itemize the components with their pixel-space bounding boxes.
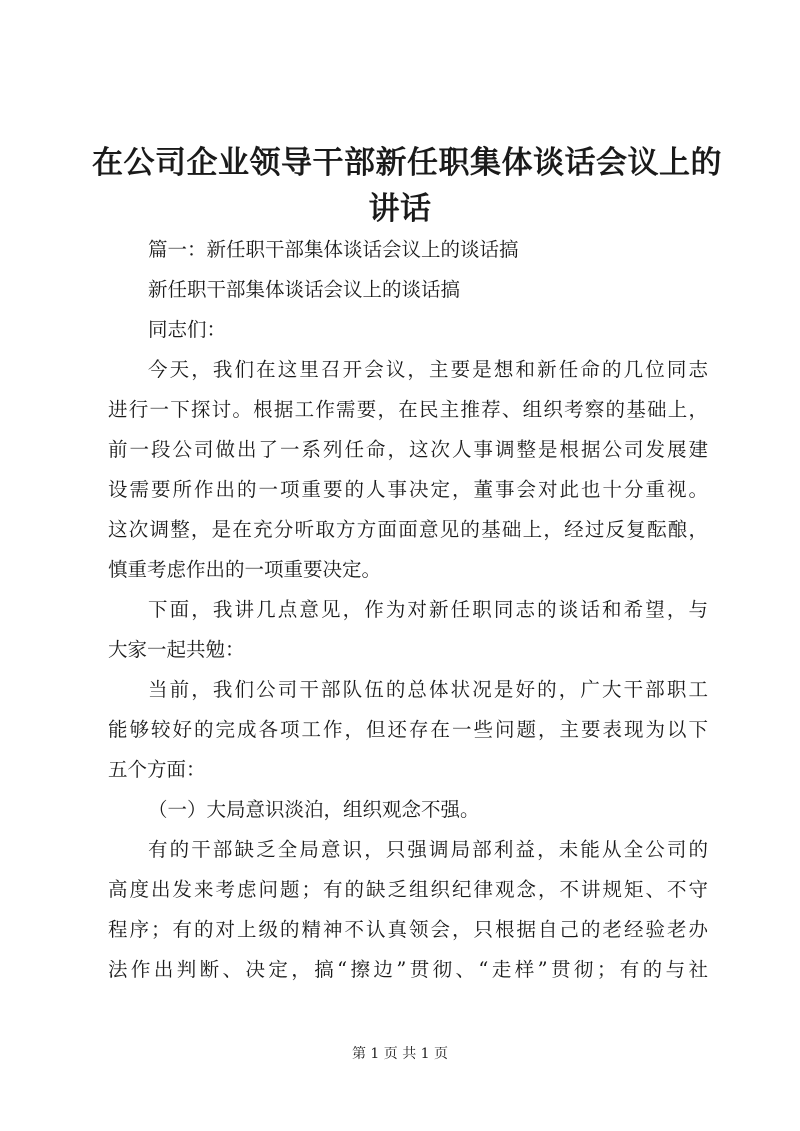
body-line: 设需要所作出的一项重要的人事决定，董事会对此也十分重视。 bbox=[108, 478, 708, 501]
body-line: 进行一下探讨。根据工作需要，在民主推荐、组织考察的基础上， bbox=[108, 398, 708, 421]
page-footer: 第 1 页 共 1 页 bbox=[351, 1046, 449, 1062]
body-line: 程序；有的对上级的精神不认真领会，只根据自己的老经验老办 bbox=[108, 918, 708, 941]
title-line-1: 在公司企业领导干部新任职集体谈话会议上的 bbox=[92, 145, 722, 181]
body-line: 这次调整，是在充分听取方方面面意见的基础上，经过反复酝酿， bbox=[108, 518, 708, 541]
body-line: 今天，我们在这里召开会议，主要是想和新任命的几位同志 bbox=[148, 358, 708, 381]
body-line: 当前，我们公司干部队伍的总体状况是好的，广大干部职工 bbox=[148, 678, 708, 701]
body-line: 新任职干部集体谈话会议上的谈话搞 bbox=[148, 278, 461, 301]
document-body bbox=[108, 230, 708, 990]
body-line: 篇一：新任职干部集体谈话会议上的谈话搞 bbox=[148, 238, 519, 261]
body-line: 五个方面： bbox=[108, 758, 206, 781]
title-line-2: 讲话 bbox=[368, 191, 432, 227]
body-line: 前一段公司做出了一系列任命，这次人事调整是根据公司发展建 bbox=[108, 438, 708, 461]
body-line: 大家一起共勉： bbox=[108, 638, 245, 661]
body-line: 高度出发来考虑问题；有的缺乏组织纪律观念，不讲规矩、不守 bbox=[108, 878, 708, 901]
body-line: 法作出判断、决定，搞“擦边”贯彻、“走样”贯彻；有的与社 bbox=[108, 958, 708, 981]
body-line: （一）大局意识淡泊，组织观念不强。 bbox=[148, 798, 480, 821]
body-line: 同志们： bbox=[148, 318, 227, 341]
body-line: 下面，我讲几点意见，作为对新任职同志的谈话和希望，与 bbox=[148, 598, 708, 621]
body-line: 有的干部缺乏全局意识，只强调局部利益，未能从全公司的 bbox=[148, 838, 708, 861]
body-line: 能够较好的完成各项工作，但还存在一些问题，主要表现为以下 bbox=[108, 718, 708, 741]
document-title bbox=[92, 140, 722, 232]
body-line: 慎重考虑作出的一项重要决定。 bbox=[108, 558, 382, 581]
